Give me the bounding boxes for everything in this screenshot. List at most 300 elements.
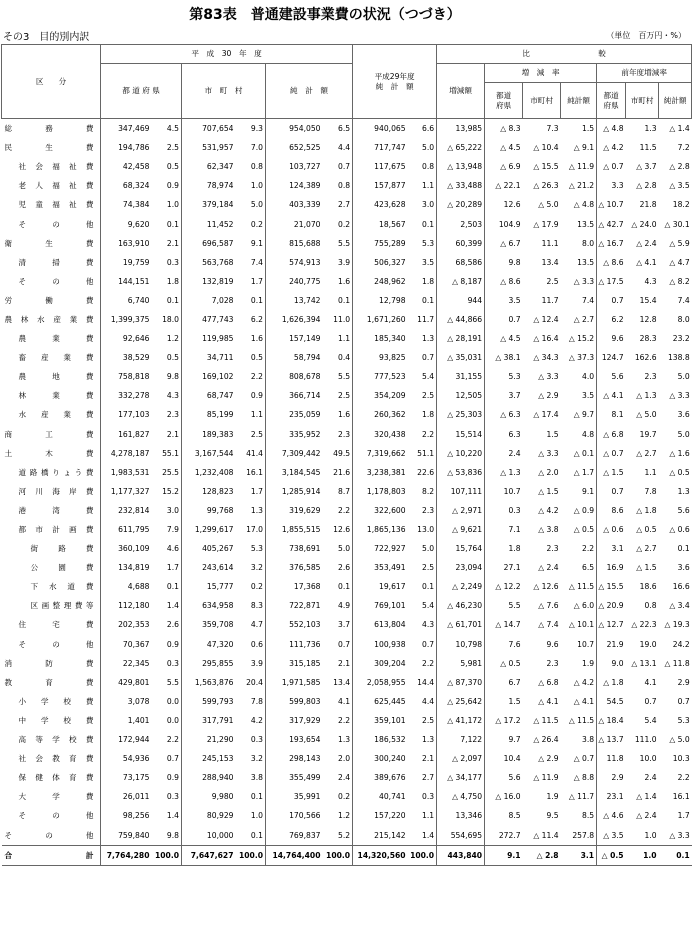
cell-value: △ 33,488 (437, 176, 485, 195)
cell-value: △ 3.8 (538, 525, 559, 535)
row-label (2, 635, 101, 654)
cell-value: △ 4,750 (437, 787, 485, 806)
cell-value: 5.0 (677, 372, 690, 382)
cell-value: 379,184 (182, 195, 236, 214)
cell-value: 0.1 (422, 582, 435, 592)
cell-value: 13.5 (577, 257, 595, 267)
cell-value: 112,180 (101, 596, 152, 615)
cell-value: 6.6 (422, 124, 435, 134)
cell-value: 1.0 (626, 845, 659, 865)
cell-value: 2.1 (338, 658, 351, 668)
cell-value: 2.7 (422, 773, 435, 783)
cell-value: 1.3 (677, 486, 690, 496)
cell-value: △ 11.8 (664, 658, 690, 668)
cell-value: △ 3.5 (669, 181, 690, 191)
cell-value: 5.3 (250, 544, 263, 554)
cell-value: 5.3 (485, 367, 523, 386)
header-prev-rate-pref: 都道 府県 (597, 83, 626, 119)
cell-value: 423,628 (353, 195, 408, 214)
cell-value: △ 0.5 (485, 654, 523, 673)
cell-value: 1.3 (422, 334, 435, 344)
cell-value: △ 2.7 (636, 544, 657, 554)
row-label-text: そ の 他 (4, 830, 94, 840)
cell-value: 707,654 (182, 119, 236, 139)
cell-value: 60,399 (437, 234, 485, 253)
cell-value: 169,102 (182, 367, 236, 386)
cell-value: 2.1 (422, 754, 435, 764)
cell-value: △ 8.6 (485, 272, 523, 291)
cell-value: 1,971,585 (266, 673, 323, 692)
cell-value: 4.4 (338, 143, 351, 153)
cell-value: 1.5 (485, 692, 523, 711)
cell-value: 0.5 (250, 353, 263, 363)
row-label (2, 615, 101, 634)
header-comparison: 比 較 (437, 45, 692, 64)
row-label-text: 児童福祉費 (18, 200, 94, 210)
cell-value: 74,384 (101, 195, 152, 214)
cell-value: 0.1 (422, 219, 435, 229)
cell-value: 10.3 (672, 754, 690, 764)
cell-value: 1.1 (250, 410, 263, 420)
header-net-total: 純 計 額 (266, 64, 353, 119)
cell-value: 15.2 (162, 486, 179, 496)
table-row (2, 463, 692, 482)
cell-value: 2.4 (338, 773, 351, 783)
cell-value: 7.4 (250, 257, 263, 267)
cell-value: 2.5 (166, 143, 179, 153)
cell-value: 21.8 (639, 200, 657, 210)
row-label (2, 768, 101, 787)
row-label (2, 749, 101, 768)
cell-value: 11.0 (333, 314, 351, 324)
cell-value: 4.1 (644, 677, 657, 687)
cell-value: 1.3 (644, 124, 657, 134)
cell-value: 11,452 (182, 214, 236, 233)
cell-value: 189,383 (182, 425, 236, 444)
cell-value: 28.3 (639, 334, 657, 344)
cell-value: 4.3 (422, 620, 435, 630)
cell-value: △ 34,177 (437, 768, 485, 787)
cell-value: 0.3 (422, 792, 435, 802)
cell-value: 54,936 (101, 749, 152, 768)
cell-value: 19,759 (101, 253, 152, 272)
row-label-text: そ の 他 (18, 811, 94, 821)
cell-value: △ 2.0 (538, 467, 559, 477)
row-label-text: 都市計画費 (18, 525, 94, 535)
row-label-text: 農 業 費 (18, 334, 94, 344)
cell-value: 41.4 (246, 448, 263, 458)
cell-value: 940,065 (353, 119, 408, 139)
cell-value: △ 4.1 (538, 696, 559, 706)
cell-value: △ 12.7 (597, 615, 626, 634)
cell-value: △ 9,621 (437, 520, 485, 539)
cell-value: 554,695 (437, 825, 485, 845)
cell-value: 22.6 (417, 467, 435, 477)
cell-value: 9,620 (101, 214, 152, 233)
cell-value: 0.7 (485, 310, 523, 329)
cell-value: 443,840 (437, 845, 485, 865)
cell-value: 552,103 (266, 615, 323, 634)
row-label (2, 463, 101, 482)
cell-value: 5.4 (422, 601, 435, 611)
cell-value: 0.5 (166, 353, 179, 363)
row-label-text: そ の 他 (18, 639, 94, 649)
cell-value: 0.9 (166, 181, 179, 191)
cell-value: △ 0.7 (573, 754, 595, 764)
cell-value: △ 13.7 (597, 730, 626, 749)
row-label-text: 畜産業費 (18, 353, 94, 363)
table-row (2, 329, 692, 348)
cell-value: △ 4.5 (485, 329, 523, 348)
cell-value: 13,346 (437, 806, 485, 825)
cell-value: 405,267 (182, 539, 236, 558)
cell-value: 1.0 (644, 830, 657, 840)
cell-value: 722,927 (353, 539, 408, 558)
cell-value: 2.1 (166, 429, 179, 439)
cell-value: 3.5 (582, 391, 595, 401)
row-label-text: 農林水産業費 (4, 314, 94, 324)
row-label (2, 520, 101, 539)
cell-value: 9.8 (166, 830, 179, 840)
cell-value: 161,827 (101, 425, 152, 444)
cell-value: 54.5 (597, 692, 626, 711)
cell-value: 232,814 (101, 501, 152, 520)
cell-value: 0.7 (644, 696, 657, 706)
cell-value: 1,401 (101, 711, 152, 730)
cell-value: 7.3 (546, 124, 559, 134)
cell-value: 100.0 (323, 845, 353, 865)
cell-value: 243,614 (182, 558, 236, 577)
cell-value: △ 16.7 (597, 234, 626, 253)
cell-value: 6.2 (250, 314, 263, 324)
cell-value: 202,353 (101, 615, 152, 634)
table-row (2, 558, 692, 577)
cell-value: △ 8,187 (437, 272, 485, 291)
cell-value: 722,871 (266, 596, 323, 615)
cell-value: 1,178,803 (353, 482, 408, 501)
cell-value: 16.1 (672, 792, 690, 802)
table-row (2, 692, 692, 711)
cell-value: 172,944 (101, 730, 152, 749)
cell-value: 11.5 (639, 143, 657, 153)
construction-expense-table (1, 44, 692, 866)
row-label (2, 367, 101, 386)
table-row (2, 539, 692, 558)
cell-value: 347,469 (101, 119, 152, 139)
row-label-text: 道路橋りょう費 (18, 467, 94, 477)
header-rate-net: 純計額 (561, 83, 597, 119)
cell-value: 376,585 (266, 558, 323, 577)
cell-value: 0.1 (422, 295, 435, 305)
cell-value: 3,238,381 (353, 463, 408, 482)
table-row (2, 825, 692, 845)
cell-value: 3.8 (582, 735, 595, 745)
cell-value: 186,532 (353, 730, 408, 749)
cell-value: 93,825 (353, 348, 408, 367)
cell-value: △ 26.4 (533, 735, 559, 745)
cell-value: 2.9 (597, 768, 626, 787)
cell-value: 3.7 (485, 386, 523, 405)
cell-value: △ 22.3 (631, 620, 657, 630)
cell-value: 3.1 (561, 845, 597, 865)
cell-value: △ 3.3 (669, 391, 690, 401)
cell-value: △ 4.5 (485, 138, 523, 157)
cell-value: 8.3 (250, 601, 263, 611)
cell-value: 5.4 (644, 715, 657, 725)
row-label-text: 商 工 費 (4, 429, 94, 439)
row-label-text: 下水道費 (30, 582, 94, 592)
cell-value: 8.5 (582, 811, 595, 821)
cell-value: 5.5 (338, 238, 351, 248)
cell-value: 634,958 (182, 596, 236, 615)
row-label-text: 区画整理費等 (30, 601, 94, 611)
cell-value: 8.0 (677, 314, 690, 324)
row-label (2, 329, 101, 348)
header-prev-rate: 前年度増減率 (597, 64, 692, 83)
cell-value: △ 1.5 (636, 563, 657, 573)
cell-value: 0.1 (250, 792, 263, 802)
cell-value: 31,155 (437, 367, 485, 386)
cell-value: 5.2 (338, 830, 351, 840)
cell-value: △ 1.3 (485, 463, 523, 482)
header-rate-pref: 都道 府県 (485, 83, 523, 119)
cell-value: △ 1.5 (597, 463, 626, 482)
cell-value: △ 61,701 (437, 615, 485, 634)
cell-value: 14,320,560 (353, 845, 408, 865)
cell-value: 2.5 (422, 715, 435, 725)
cell-value: 8.1 (597, 405, 626, 424)
cell-value: 9.1 (485, 845, 523, 865)
cell-value: 12.8 (639, 314, 657, 324)
cell-value: △ 12.6 (533, 582, 559, 592)
cell-value: 0.1 (338, 582, 351, 592)
cell-value: 652,525 (266, 138, 323, 157)
table-row (2, 367, 692, 386)
cell-value: 717,747 (353, 138, 408, 157)
cell-value: 18.2 (672, 200, 690, 210)
cell-value: 9.1 (250, 238, 263, 248)
cell-value: 7.8 (644, 486, 657, 496)
cell-value: △ 11.7 (568, 792, 595, 802)
cell-value: △ 5.0 (669, 735, 690, 745)
header-h29: 平成29年度 純 計 額 (353, 45, 437, 119)
cell-value: 25.5 (162, 467, 179, 477)
cell-value: 35,991 (266, 787, 323, 806)
cell-value: 0.7 (597, 291, 626, 310)
cell-value: 0.9 (166, 773, 179, 783)
row-label (2, 806, 101, 825)
cell-value: 21.6 (333, 467, 351, 477)
cell-value: 14.4 (417, 677, 435, 687)
cell-value: 2.5 (338, 391, 351, 401)
cell-value: 128,823 (182, 482, 236, 501)
cell-value: 98,256 (101, 806, 152, 825)
cell-value: △ 6.9 (485, 157, 523, 176)
cell-value: 19.7 (639, 429, 657, 439)
cell-value: △ 7.4 (538, 620, 559, 630)
row-label (2, 425, 101, 444)
cell-value: 1.6 (338, 410, 351, 420)
cell-value: 20.4 (246, 677, 263, 687)
cell-value: △ 9.7 (573, 410, 595, 420)
cell-value: 3.9 (250, 658, 263, 668)
cell-value: 7.1 (485, 520, 523, 539)
cell-value: 1.2 (338, 811, 351, 821)
cell-value: 3.8 (250, 773, 263, 783)
cell-value: 3.1 (597, 539, 626, 558)
cell-value: 9.5 (546, 811, 559, 821)
cell-value: 0.3 (250, 735, 263, 745)
row-label-text: 林 業 費 (18, 391, 94, 401)
cell-value: 11.8 (597, 749, 626, 768)
cell-value: 944 (437, 291, 485, 310)
cell-value: 68,586 (437, 253, 485, 272)
cell-value: 295,855 (182, 654, 236, 673)
cell-value: 42,458 (101, 157, 152, 176)
cell-value: 6.5 (582, 563, 595, 573)
cell-value: 2.2 (250, 372, 263, 382)
header-rate-muni: 市町村 (523, 83, 561, 119)
row-label-text: 土 木 費 (4, 448, 94, 458)
cell-value: 3.2 (250, 754, 263, 764)
row-label-text: 労 働 費 (4, 295, 94, 305)
cell-value: 7,764,280 (101, 845, 152, 865)
cell-value: 23.2 (672, 334, 690, 344)
cell-value: △ 15.5 (533, 162, 559, 172)
row-label-text: そ の 他 (18, 219, 94, 229)
cell-value: 4.7 (250, 620, 263, 630)
cell-value: 2.2 (338, 715, 351, 725)
cell-value: 24.2 (672, 639, 690, 649)
cell-value: △ 17.9 (533, 219, 559, 229)
row-label-text: 保健体育費 (18, 773, 94, 783)
table-row (2, 157, 692, 176)
cell-value: 51.1 (417, 448, 435, 458)
cell-value: 5.6 (677, 505, 690, 515)
cell-value: △ 3.5 (597, 825, 626, 845)
table-row (2, 444, 692, 463)
cell-value: 2.9 (677, 677, 690, 687)
cell-value: 170,566 (266, 806, 323, 825)
cell-value: 14,764,400 (266, 845, 323, 865)
cell-value: △ 11.4 (533, 830, 559, 840)
cell-value: △ 17.4 (533, 410, 559, 420)
cell-value: 3.3 (597, 176, 626, 195)
cell-value: 9.3 (250, 124, 263, 134)
cell-value: 7,647,627 (182, 845, 236, 865)
cell-value: 0.7 (338, 639, 351, 649)
cell-value: 85,199 (182, 405, 236, 424)
row-label (2, 577, 101, 596)
cell-value: 317,791 (182, 711, 236, 730)
cell-value: 8.0 (582, 238, 595, 248)
cell-value: 111,736 (266, 635, 323, 654)
cell-value: 2.2 (582, 544, 595, 554)
cell-value: 0.1 (250, 295, 263, 305)
row-label-text: 大 学 費 (18, 792, 94, 802)
table-row (2, 272, 692, 291)
row-label-text: 街 路 費 (30, 544, 94, 554)
cell-value: 1.7 (677, 811, 690, 821)
cell-value: 1.8 (485, 539, 523, 558)
cell-value: 0.9 (166, 639, 179, 649)
cell-value: △ 5.0 (636, 410, 657, 420)
cell-value: 0.8 (250, 162, 263, 172)
cell-value: 7,028 (182, 291, 236, 310)
table-row (2, 482, 692, 501)
cell-value: 1.1 (422, 181, 435, 191)
cell-value: 163,910 (101, 234, 152, 253)
cell-value: 808,678 (266, 367, 323, 386)
table-row (2, 253, 692, 272)
cell-value: 12,798 (353, 291, 408, 310)
cell-value: △ 4.2 (538, 505, 559, 515)
cell-value: 3.9 (338, 257, 351, 267)
cell-value: △ 13,948 (437, 157, 485, 176)
cell-value: 6.7 (485, 673, 523, 692)
cell-value: 7.0 (250, 143, 263, 153)
table-row (2, 596, 692, 615)
row-label (2, 673, 101, 692)
cell-value: 240,775 (266, 272, 323, 291)
cell-value: 0.7 (677, 696, 690, 706)
cell-value: 10,798 (437, 635, 485, 654)
cell-value: 5,981 (437, 654, 485, 673)
cell-value: 6.3 (485, 425, 523, 444)
cell-value: 1.9 (582, 658, 595, 668)
cell-value: △ 11.5 (533, 715, 559, 725)
cell-value: 4.3 (166, 391, 179, 401)
cell-value: 78,974 (182, 176, 236, 195)
cell-value: 0.1 (659, 845, 692, 865)
cell-value: 0.1 (166, 295, 179, 305)
cell-value: 2.3 (644, 372, 657, 382)
row-label (2, 291, 101, 310)
row-label-text: 社会福祉費 (18, 162, 94, 172)
table-row (2, 425, 692, 444)
cell-value: 177,103 (101, 405, 152, 424)
cell-value: △ 30.1 (664, 219, 690, 229)
cell-value: △ 4.2 (597, 138, 626, 157)
cell-value: 2.3 (166, 410, 179, 420)
cell-value: △ 2.4 (636, 811, 657, 821)
cell-value: 1.1 (422, 811, 435, 821)
cell-value: 68,324 (101, 176, 152, 195)
cell-value: 0.1 (166, 582, 179, 592)
cell-value: 5.5 (485, 596, 523, 615)
cell-value: 9.6 (546, 639, 559, 649)
table-row (2, 119, 692, 139)
cell-value: 27.1 (485, 558, 523, 577)
row-label-text: 消 防 費 (4, 658, 94, 668)
row-label (2, 730, 101, 749)
cell-value: 119,985 (182, 329, 236, 348)
cell-value: 7.6 (485, 635, 523, 654)
cell-value: △ 44,866 (437, 310, 485, 329)
cell-value: 3.5 (422, 257, 435, 267)
row-label (2, 711, 101, 730)
table-row (2, 234, 692, 253)
cell-value: △ 17.5 (597, 272, 626, 291)
cell-value: 1.8 (422, 276, 435, 286)
row-label (2, 558, 101, 577)
cell-value: 5.0 (677, 429, 690, 439)
cell-value: 1,299,617 (182, 520, 236, 539)
cell-value: 7.4 (677, 295, 690, 305)
cell-value: 4.2 (250, 715, 263, 725)
cell-value: 1.7 (250, 276, 263, 286)
cell-value: 1,563,876 (182, 673, 236, 692)
